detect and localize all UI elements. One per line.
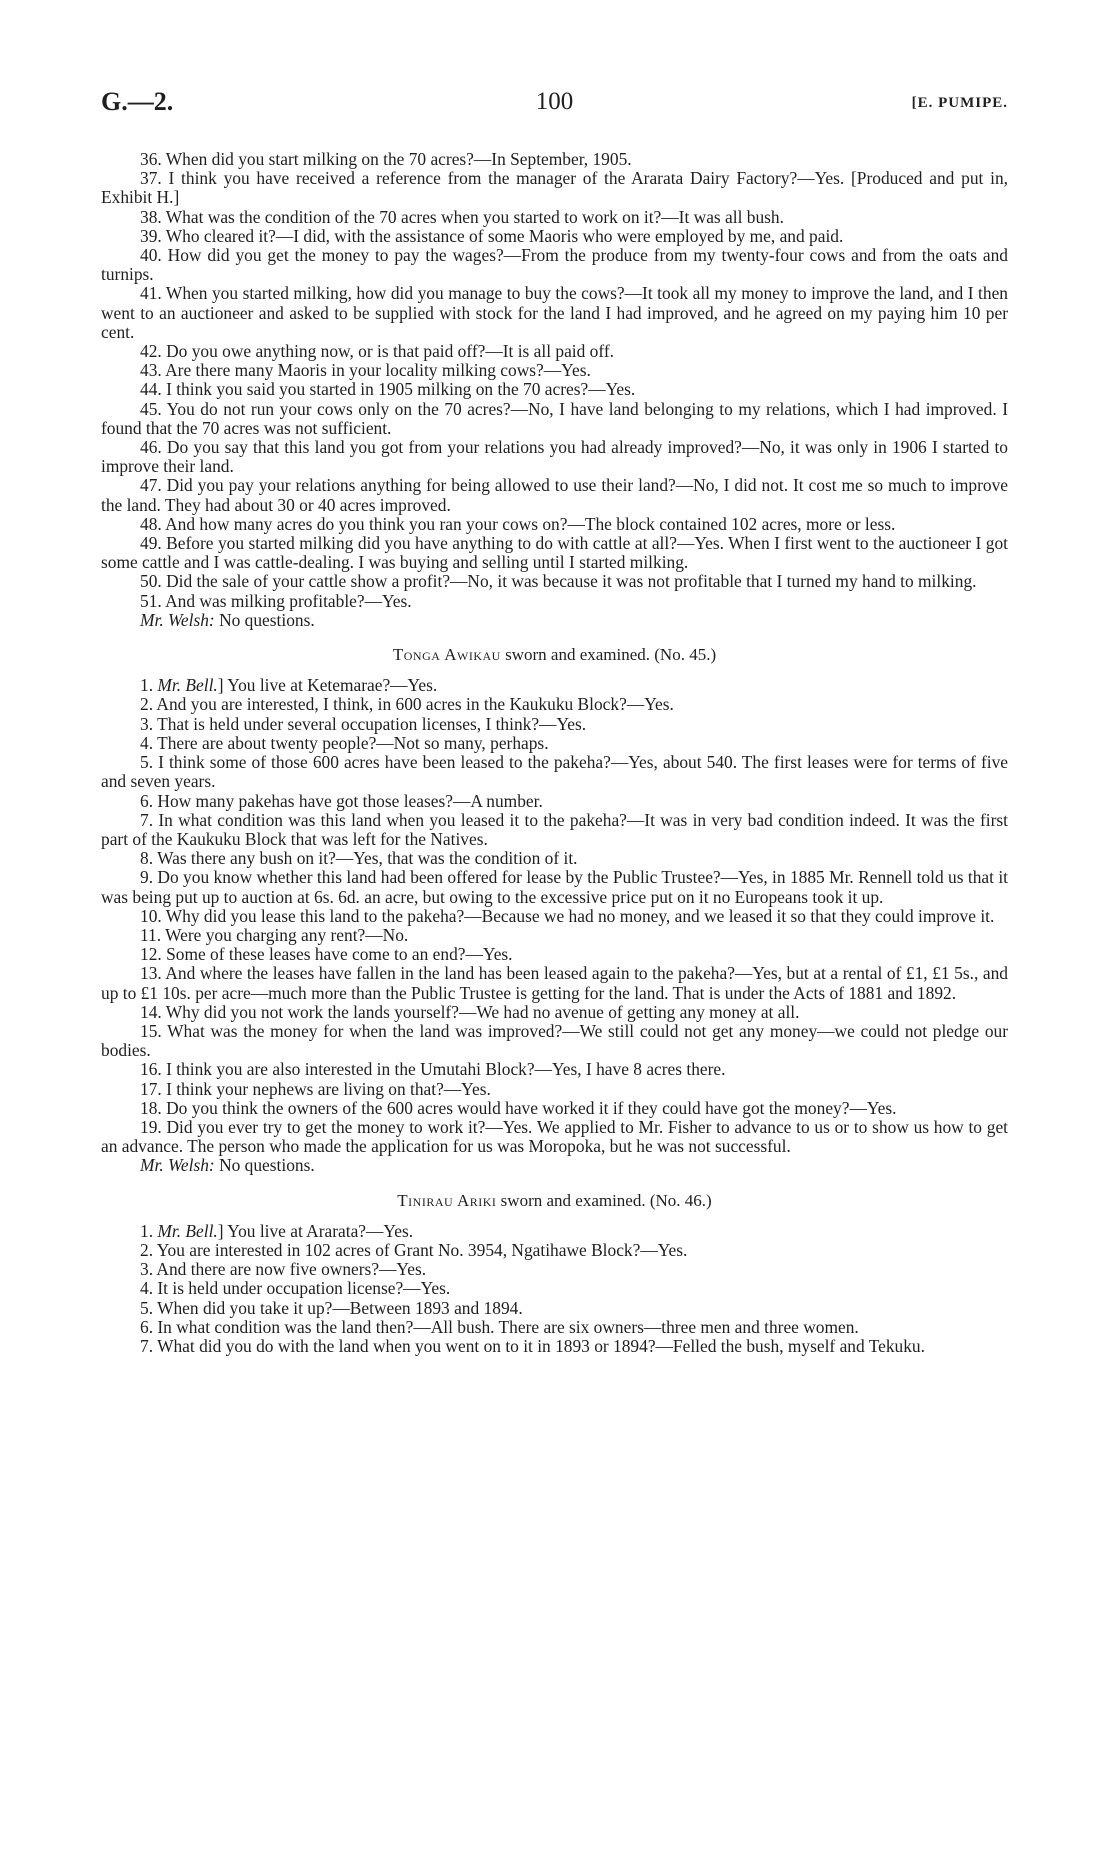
question-answer: 3. And there are now five owners?—Yes.: [140, 1259, 427, 1280]
testimony-part-1: [101, 150, 1008, 630]
section-heading-46: [101, 1191, 1008, 1210]
question-answer: 16. I think you are also interested in the Umutahi Block?—Yes, I have 8 acres there.: [140, 1059, 726, 1080]
question-answer: 11. Were you charging any rent?—No.: [140, 924, 409, 945]
question-number: 1.: [140, 1220, 158, 1241]
question-text: ] You live at Ararata?—Yes.: [217, 1220, 414, 1241]
section-heading-45: [101, 645, 1008, 664]
question-answer: 43. Are there many Maoris in your locality milking cows?—Yes.: [140, 360, 591, 381]
question-answer: 13. And where the leases have fallen in the land has been leased again to the pakeha?—Yes, but at a rental of £1, £1 5s., and up to £1 10s. per acre—much more than the Public Trustee is getting for the land. That is under the Acts of 1881 and 1892.: [101, 963, 1008, 1003]
testimony-part-2: [101, 676, 1008, 1175]
question-answer: [101, 676, 1008, 695]
question-number: 1.: [140, 675, 158, 696]
question-answer: 4. There are about twenty people?—Not so many, perhaps.: [140, 732, 549, 753]
question-answer: 17. I think your nephews are living on that?—Yes.: [140, 1078, 491, 1099]
question-answer: 6. In what condition was the land then?—All bush. There are six owners—three men and three women.: [140, 1316, 859, 1337]
witness-name: Tinirau Ariki: [397, 1190, 497, 1210]
speaker-name: Mr. Bell.: [157, 675, 218, 696]
question-answer: 37. I think you have received a reference from the manager of the Ararata Dairy Factory?—Yes. [Produced and put in, Exhibit H.]: [101, 168, 1008, 208]
question-answer: 45. You do not run your cows only on the 70 acres?—No, I have land belonging to my relations, which I had improved. I found that the 70 acres was not sufficient.: [101, 398, 1008, 438]
testimony-part-3: [101, 1222, 1008, 1356]
section-heading-text: sworn and examined. (No. 45.): [500, 645, 717, 665]
welsh-remark: [101, 1156, 1008, 1175]
question-answer: 3. That is held under several occupation licenses, I think?—Yes.: [140, 713, 587, 734]
speaker-name: Mr. Welsh:: [140, 609, 215, 630]
question-answer: 41. When you started milking, how did you manage to buy the cows?—It took all my money to improve the land, and I then went to an auctioneer and asked to be supplied with stock for the land I had improved, and he agreed on my paying him 10 per cent.: [101, 283, 1008, 342]
question-answer: 40. How did you get the money to pay the wages?—From the produce from my twenty-four cows and from the oats and turnips.: [101, 245, 1008, 285]
section-heading-text: sworn and examined. (No. 46.): [496, 1190, 712, 1210]
question-answer: 36. When did you start milking on the 70 acres?—In September, 1905.: [140, 149, 632, 169]
question-answer: 48. And how many acres do you think you ran your cows on?—The block contained 102 acres, more or less.: [140, 513, 896, 534]
remark-text: No questions.: [214, 1155, 315, 1176]
page-number: 100: [535, 88, 574, 115]
question-answer: 8. Was there any bush on it?—Yes, that was the condition of it.: [140, 848, 578, 869]
question-answer: 46. Do you say that this land you got from your relations you had already improved?—No, it was only in 1906 I started to improve their land.: [101, 437, 1008, 477]
question-answer: 7. What did you do with the land when you went on to it in 1893 or 1894?—Felled the bush, myself and Tekuku.: [140, 1335, 925, 1356]
question-answer: 47. Did you pay your relations anything for being allowed to use their land?—No, I did not. It cost me so much to improve the land. They had about 30 or 40 acres improved.: [101, 475, 1008, 515]
speaker-name: Mr. Bell.: [157, 1220, 218, 1241]
document-body: [101, 150, 1008, 1356]
question-answer: 50. Did the sale of your cattle show a profit?—No, it was because it was not profitable that I turned my hand to milking.: [140, 571, 977, 592]
question-answer: 2. And you are interested, I think, in 600 acres in the Kaukuku Block?—Yes.: [140, 694, 674, 715]
question-answer: 15. What was the money for when the land was improved?—We still could not get any money—we could not pledge our bodies.: [101, 1020, 1008, 1061]
witness-name: Tonga Awikau: [392, 645, 501, 665]
question-answer: 38. What was the condition of the 70 acres when you started to work on it?—It was all bush.: [140, 206, 784, 227]
question-answer: 6. How many pakehas have got those leases?—A number.: [140, 790, 543, 811]
question-answer: 18. Do you think the owners of the 600 acres would have worked it if they could have got the money?—Yes.: [140, 1097, 897, 1118]
question-text: ] You live at Ketemarae?—Yes.: [217, 675, 438, 696]
question-answer: 44. I think you said you started in 1905 milking on the 70 acres?—Yes.: [140, 379, 636, 400]
question-answer: [101, 1222, 1008, 1241]
witness-header: [E. PUMIPE.: [911, 95, 1008, 111]
speaker-name: Mr. Welsh:: [140, 1155, 215, 1176]
question-answer: 2. You are interested in 102 acres of Grant No. 3954, Ngatihawe Block?—Yes.: [140, 1239, 688, 1260]
question-answer: 19. Did you ever try to get the money to work it?—Yes. We applied to Mr. Fisher to advance to us or to show us how to get an advance. The person who made the application for us was Moropoka, but he was not successful.: [101, 1116, 1008, 1157]
welsh-remark: [101, 611, 1008, 630]
question-answer: 5. I think some of those 600 acres have been leased to the pakeha?—Yes, about 540. The first leases were for terms of five and seven years.: [101, 752, 1008, 792]
remark-text: No questions.: [214, 609, 315, 630]
question-answer: 7. In what condition was this land when you leased it to the pakeha?—It was in very bad condition indeed. It was the first part of the Kaukuku Block that was left for the Natives.: [101, 809, 1008, 849]
question-answer: 49. Before you started milking did you have anything to do with cattle at all?—Yes. When I first went to the auctioneer I got some cattle and I was cattle-dealing. I was buying and selling until I started milking.: [101, 533, 1008, 573]
question-answer: 12. Some of these leases have come to an end?—Yes.: [140, 944, 513, 965]
question-answer: 4. It is held under occupation license?—Yes.: [140, 1278, 451, 1299]
report-code: G.—2.: [101, 87, 174, 116]
question-answer: 10. Why did you lease this land to the pakeha?—Because we had no money, and we leased it so that they could improve it.: [140, 905, 995, 926]
page-header: [101, 87, 1008, 122]
question-answer: 14. Why did you not work the lands yourself?—We had no avenue of getting any money at all.: [140, 1001, 800, 1022]
question-answer: 9. Do you know whether this land had been offered for lease by the Public Trustee?—Yes, in 1885 Mr. Rennell told us that it was being put up to auction at 6s. 6d. an acre, but owing to the excessive price put on it no Europeans took it up.: [101, 867, 1008, 907]
question-answer: 39. Who cleared it?—I did, with the assistance of some Maoris who were employed by me, and paid.: [140, 225, 844, 246]
question-answer: 42. Do you owe anything now, or is that paid off?—It is all paid off.: [140, 341, 614, 362]
question-answer: 5. When did you take it up?—Between 1893 and 1894.: [140, 1297, 523, 1318]
question-answer: 51. And was milking profitable?—Yes.: [140, 590, 412, 611]
